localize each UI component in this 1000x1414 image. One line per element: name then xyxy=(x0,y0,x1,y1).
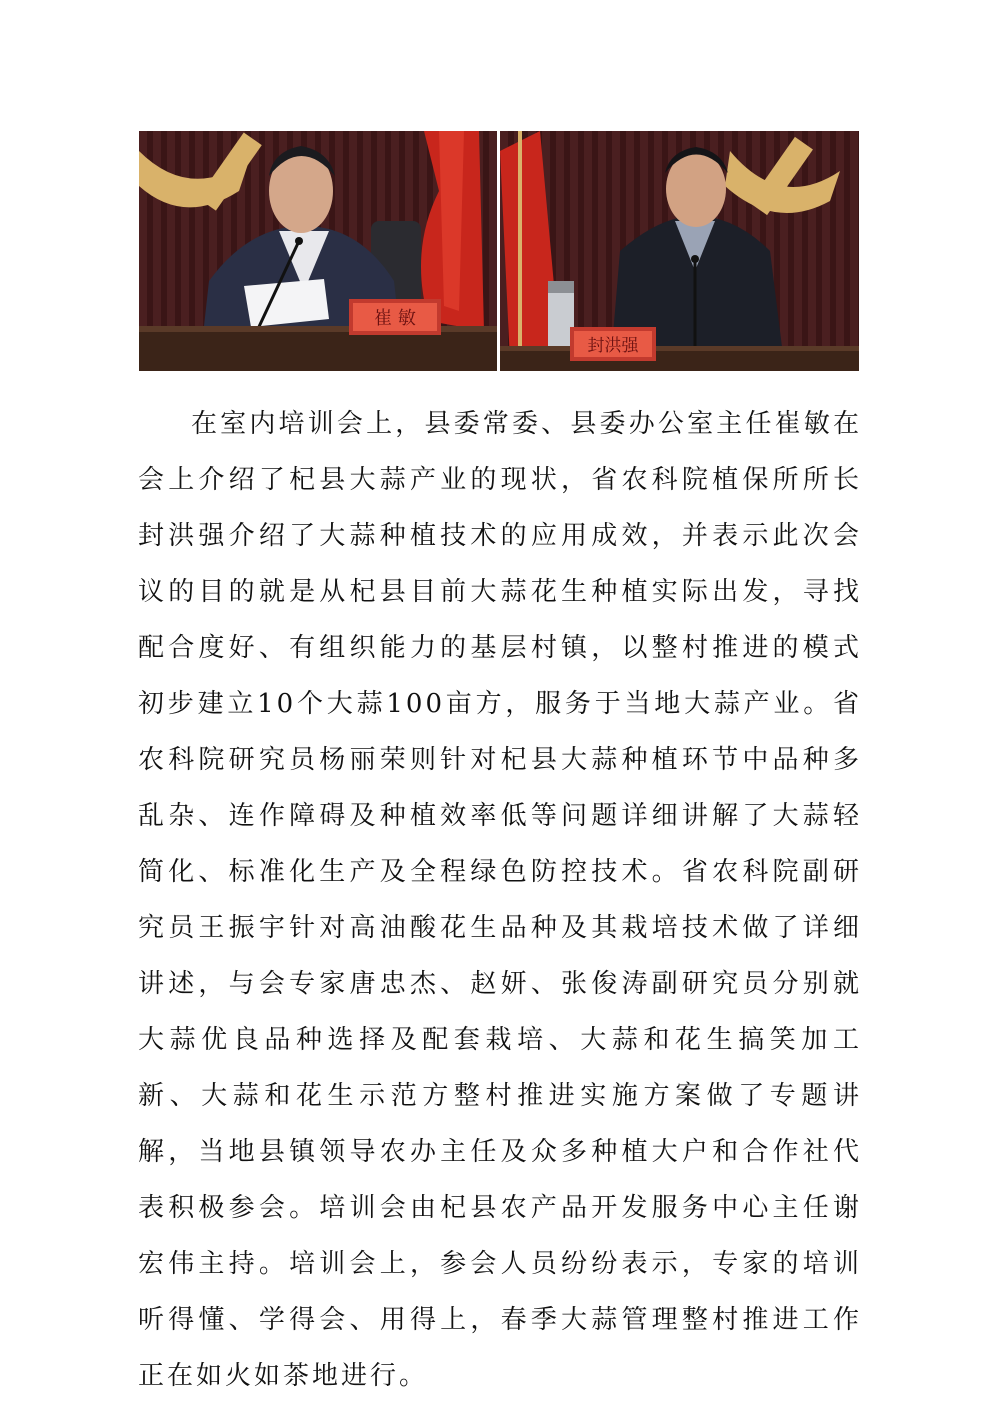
nameplate-label: 崔 敏 xyxy=(374,308,416,329)
article-paragraph: 在室内培训会上，县委常委、县委办公室主任崔敏在会上介绍了杞县大蒜产业的现状，省农科院植保所所长封洪强介绍了大蒜种植技术的应用成效，并表示此次会议的目的就是从杞县目前大蒜花生种植实际出发，寻找配合度好、有组织能力的基层村镇，以整村推进的模式初步建立10个大蒜100亩方，服务于当地大蒜产业。省农科院研究员杨丽荣则针对杞县大蒜种植环节中品种多乱杂、连作障碍及种植效率低等问题详细讲解了大蒜轻简化、标准化生产及全程绿色防控技术。省农科院副研究员王振宇针对高油酸花生品种及其栽培技术做了详细讲述，与会专家唐忠杰、赵妍、张俊涛副研究员分别就大蒜优良品种选择及配套栽培、大蒜和花生搞笑加工新、大蒜和花生示范方整村推进实施方案做了专题讲解，当地县镇领导农办主任及众多种植大户和合作社代表积极参会。培训会由杞县农产品开发服务中心主任谢宏伟主持。培训会上，参会人员纷纷表示，专家的培训听得懂、学得会、用得上，春季大蒜管理整村推进工作正在如火如茶地进行。 xyxy=(138,409,862,1391)
meeting-photo-left xyxy=(139,131,497,371)
meeting-photo-right xyxy=(500,131,859,371)
nameplate-label: 封洪强 xyxy=(587,336,639,356)
